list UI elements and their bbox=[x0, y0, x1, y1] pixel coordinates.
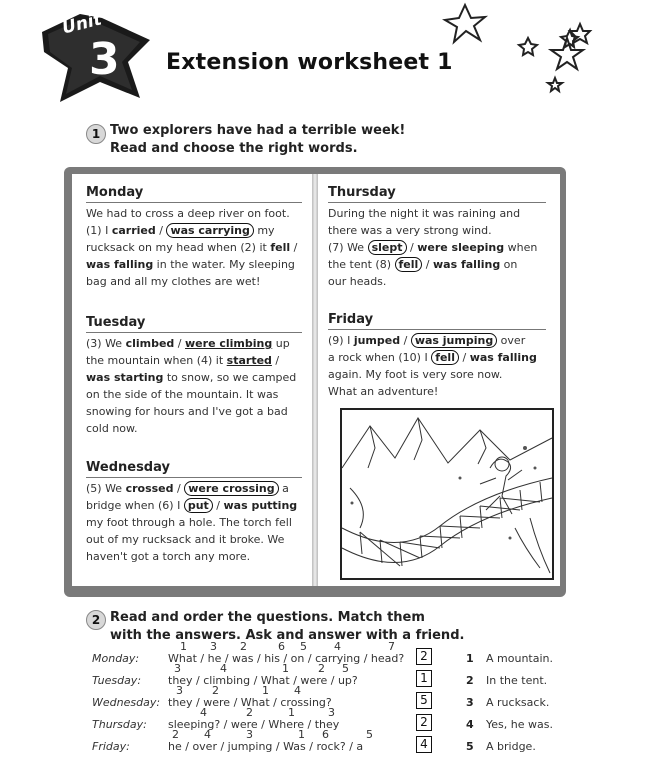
answer-number-2: 2 bbox=[466, 674, 474, 687]
handwritten-order-3: 4 bbox=[294, 684, 301, 697]
handwritten-order-1: 3 bbox=[210, 640, 217, 653]
answer-text-4: Yes, he was. bbox=[486, 718, 553, 731]
answer-10-circled: fell bbox=[431, 350, 459, 365]
question-words-1: What / he / was / his / on / carrying / head? bbox=[168, 652, 405, 665]
answer-box-3[interactable]: 5 bbox=[416, 692, 432, 709]
answer-number-3: 3 bbox=[466, 696, 474, 709]
answer-box-5[interactable]: 4 bbox=[416, 736, 432, 753]
handwritten-order-1: 2 bbox=[240, 640, 247, 653]
answer-1-circled: was carrying bbox=[166, 223, 253, 238]
handwritten-order-5: 1 bbox=[298, 728, 305, 741]
answer-3-underlined: were climbing bbox=[185, 337, 273, 350]
answer-text-3: A rucksack. bbox=[486, 696, 550, 709]
question-words-3: they / were / What / crossing? bbox=[168, 696, 332, 709]
handwritten-order-1: 1 bbox=[180, 640, 187, 653]
rope-bridge-illustration bbox=[340, 408, 554, 580]
handwritten-order-4: 4 bbox=[200, 706, 207, 719]
unit-number: 3 bbox=[89, 34, 120, 85]
question-day-3: Wednesday: bbox=[92, 696, 161, 709]
wednesday-heading: Wednesday bbox=[86, 460, 170, 475]
handwritten-order-1: 4 bbox=[334, 640, 341, 653]
answer-number-1: 1 bbox=[466, 652, 474, 665]
handwritten-order-3: 1 bbox=[262, 684, 269, 697]
answer-7-circled: slept bbox=[368, 240, 407, 255]
answer-box-1[interactable]: 2 bbox=[416, 648, 432, 665]
answer-8-circled: fell bbox=[395, 257, 423, 272]
answer-9-circled: was jumping bbox=[411, 333, 497, 348]
thursday-text: During the night it was raining and there was a very strong wind. (7) We slept / were sleeping when the tent (8) fell / was falling on our heads. bbox=[328, 207, 538, 288]
answer-box-2[interactable]: 1 bbox=[416, 670, 432, 687]
question-words-2: they / climbing / What / were / up? bbox=[168, 674, 358, 687]
question-words-4: sleeping? / were / Where / they bbox=[168, 718, 340, 731]
handwritten-order-5: 3 bbox=[246, 728, 253, 741]
answer-text-5: A bridge. bbox=[486, 740, 536, 753]
book-spine bbox=[312, 174, 318, 586]
monday-rule bbox=[86, 202, 302, 203]
handwritten-order-2: 3 bbox=[174, 662, 181, 675]
handwritten-order-4: 1 bbox=[288, 706, 295, 719]
monday-text: We had to cross a deep river on foot. (1) I carried / was carrying my rucksack on my head when (2) it fell / was falling in the water. My sleeping bag and all my clothes are wet! bbox=[86, 207, 298, 288]
handwritten-order-5: 2 bbox=[172, 728, 179, 741]
answer-text-1: A mountain. bbox=[486, 652, 553, 665]
answer-6-circled: put bbox=[184, 498, 213, 513]
handwritten-order-2: 5 bbox=[342, 662, 349, 675]
handwritten-order-2: 1 bbox=[282, 662, 289, 675]
handwritten-order-1: 6 bbox=[278, 640, 285, 653]
unit-label: Unit bbox=[60, 9, 104, 39]
handwritten-order-3: 2 bbox=[212, 684, 219, 697]
friday-text: (9) I jumped / was jumping over a rock when (10) I fell / was falling again. My foot is very sore now. What an adventure! bbox=[328, 334, 537, 398]
answer-text-2: In the tent. bbox=[486, 674, 548, 687]
exercise-2-number: 2 bbox=[86, 610, 106, 630]
question-day-5: Friday: bbox=[92, 740, 130, 753]
tuesday-rule bbox=[86, 332, 302, 333]
handwritten-order-2: 2 bbox=[318, 662, 325, 675]
friday-heading: Friday bbox=[328, 312, 374, 327]
answer-5-circled: were crossing bbox=[184, 481, 278, 496]
thursday-rule bbox=[328, 202, 546, 203]
answer-4-underlined: started bbox=[226, 354, 272, 367]
handwritten-order-5: 4 bbox=[204, 728, 211, 741]
exercise-1-instruction-line2: Read and choose the right words. bbox=[110, 141, 358, 156]
answer-number-4: 4 bbox=[466, 718, 474, 731]
question-words-5: he / over / jumping / Was / rock? / a bbox=[168, 740, 364, 753]
page-title: Extension worksheet 1 bbox=[166, 50, 453, 75]
tuesday-heading: Tuesday bbox=[86, 315, 146, 330]
question-day-4: Thursday: bbox=[92, 718, 147, 731]
handwritten-order-1: 7 bbox=[388, 640, 395, 653]
handwritten-order-4: 3 bbox=[328, 706, 335, 719]
wednesday-text: (5) We crossed / were crossing a bridge when (6) I put / was putting my foot through a hole. The torch fell out of my rucksack and it broke. We haven't got a torch any more. bbox=[86, 482, 298, 563]
question-day-1: Monday: bbox=[92, 652, 140, 665]
exercise-1-instruction-line1: Two explorers have had a terrible week! bbox=[110, 123, 406, 138]
answer-box-4[interactable]: 2 bbox=[416, 714, 432, 731]
handwritten-order-3: 3 bbox=[176, 684, 183, 697]
handwritten-order-5: 6 bbox=[322, 728, 329, 741]
handwritten-order-5: 5 bbox=[366, 728, 373, 741]
handwritten-order-1: 5 bbox=[300, 640, 307, 653]
thursday-heading: Thursday bbox=[328, 185, 396, 200]
handwritten-order-2: 4 bbox=[220, 662, 227, 675]
tuesday-text: (3) We climbed / were climbing up the mountain when (4) it started / was starting to snow, so we camped on the side of the mountain. It was snowing for hours and I've got a bad cold now. bbox=[86, 337, 297, 435]
answer-number-5: 5 bbox=[466, 740, 474, 753]
handwritten-order-4: 2 bbox=[246, 706, 253, 719]
friday-rule bbox=[328, 329, 546, 330]
exercise-1-number: 1 bbox=[86, 124, 106, 144]
monday-heading: Monday bbox=[86, 185, 144, 200]
stars-decoration bbox=[430, 0, 630, 110]
exercise-2-instruction-line1: Read and order the questions. Match them bbox=[110, 610, 425, 625]
exercise-2-instruction-line2: with the answers. Ask and answer with a friend. bbox=[110, 628, 465, 643]
wednesday-rule bbox=[86, 477, 302, 478]
question-day-2: Tuesday: bbox=[92, 674, 142, 687]
